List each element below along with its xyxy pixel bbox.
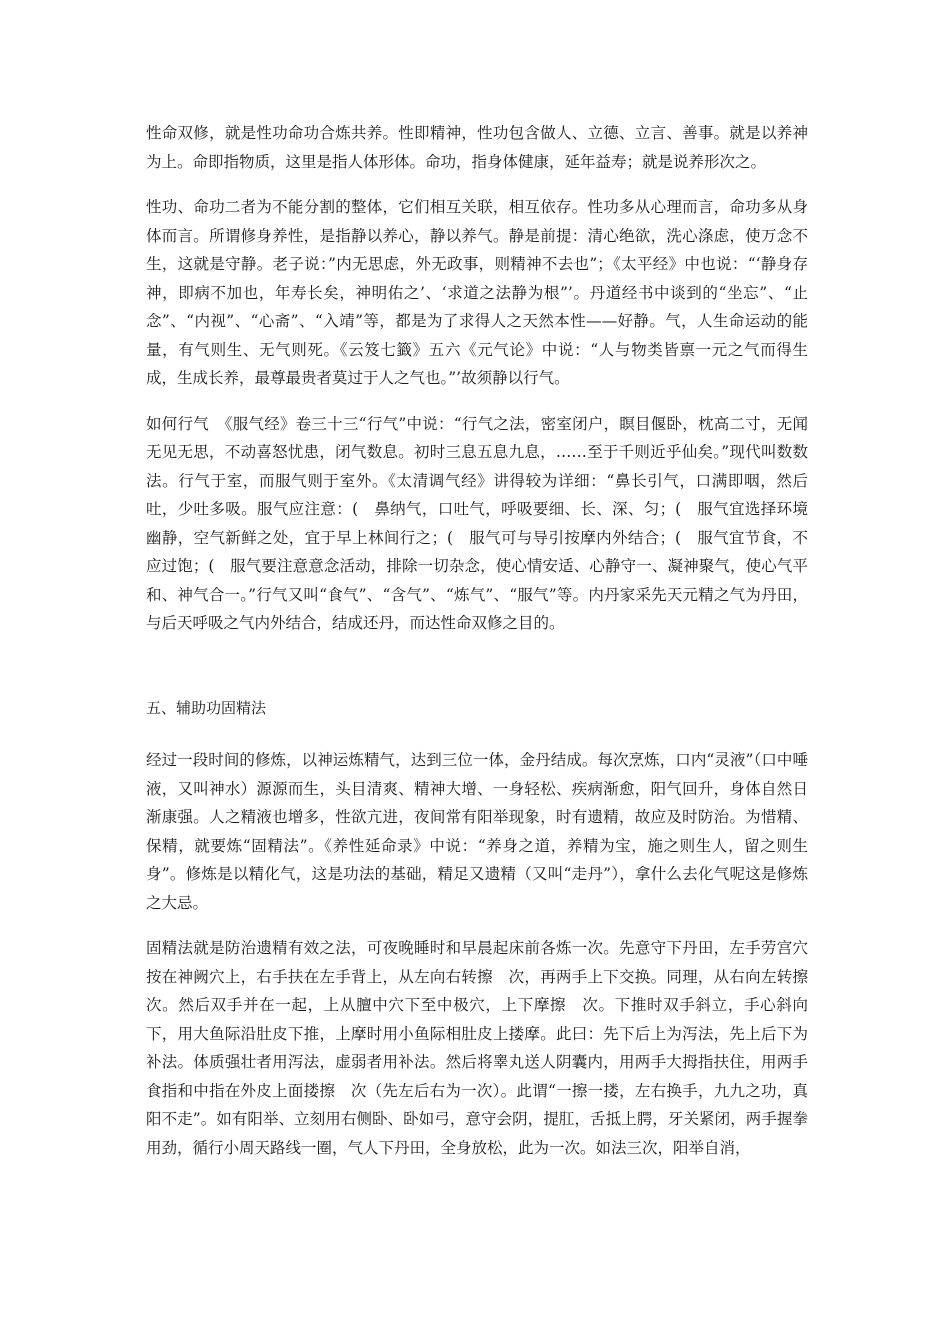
paragraph-xinggong-minggong: 性功、命功二者为不能分割的整体，它们相互关联，相互依存。性功多从心理而言，命功多从身体而言。所谓修身养性，是指静以养心，静以养气。静是前提：清心绝欲，洗心涤虑，使万念不生，这就是守静。老子说：”内无思虑，外无政事，则精神不去也”；《太平经》中也说：“‘静身存神，即病不加也，年寿长矣，神明佑之’、‘求道之法静为根”’。丹道经书中谈到的“坐忘”、“止念”、“内视”、“心斋”、“入靖”等，都是为了求得人之天然本性——好静。气，人生命运动的能量，有气则生、无气则死。《云笈七籤》五六《元气论》中说：“人与物类皆禀一元之气而得生成，生成长养，最尊最贵者莫过于人之气也。”’故须静以行气。 [146,198,808,387]
paragraph-xingqi: 如何行气 《服气经》卷三十三“行气”中说：“行气之法，密室闭户，瞑目偃卧，枕高二寸，无闻无见无思，不动喜怒忧患，闭气数息。初时三息五息九息，……至于千则近乎仙矣。”现代叫数数法。行气于室，而服气则于室外。《太清调气经》讲得较为详细：“鼻长引气，口满即咽，然后吐，少吐多吸。服气应注意：( 鼻纳气，口吐气，呼吸要细、长、深、匀；( 服气宜选择环境幽静，空气新鲜之处，宜于早上林间行之；( 服气可与导引按摩内外结合；( 服气宜节食，不应过饱；( 服气要注意意念活动，排除一切杂念，使心情安适、心静守一、凝神聚气，使心气平和、神气合一。”行气又叫“食气”、“含气”、“炼气”、“服气”等。内丹家采先天元精之气为丹田，与后天呼吸之气内外结合，结成还丹，而达性命双修之目的。 [146,414,808,632]
section-heading: 五、辅助功固精法 [146,698,267,717]
paragraph-gujingfa: 固精法就是防治遗精有效之法，可夜晚睡时和早晨起床前各炼一次。先意守下丹田，左手劳宫穴按在神阙穴上，右手扶在左手背上，从左向右转擦 次，再两手上下交换。同理，从右向左转擦 次。然后双手并在一起，上从膻中穴下至中极穴，上下摩擦 次。下推时双手斜立，手心斜向下，用大鱼际沿肚皮下推，上摩时用小鱼际相肚皮上搂摩。此曰：先下后上为泻法，先上后下为补法。体质强壮者用泻法，虚弱者用补法。然后将睾丸送人阴囊内，用两手大拇指扶住，用两手食指和中指在外皮上面搂擦 次（先左后右为一次）。此谓“一擦一搂，左右换手，九九之功，真阳不走”。如有阳举、立刻用右侧卧、卧如弓，意守会阴，提肛，舌抵上腭，牙关紧闭，两手握拳用劲，循行小周天路线一圈，气人下丹田，全身放松，此为一次。如法三次，阳举自消， [146,939,824,1157]
paragraph-xingming-shuangxiu: 性命双修，就是性功命功合炼共养。性即精神，性功包含做人、立德、立言、善事。就是以养神为上。命即指物质，这里是指人体形体。命功，指身体健康，延年益寿；就是说养形次之。 [146,124,808,171]
paragraph-xiulian-jingqi: 经过一段时间的修炼，以神运炼精气，达到三位一体，金丹结成。每次烹炼，口内“灵液”（口中唾液，又叫神水）源源而生，头目清爽、精神大增、一身轻松、疾病渐愈，阳气回升，身体自然日渐康强。人之精液也增多，性欲亢进，夜间常有阳举现象，时有遗精，故应及时防治。为惜精、保精，就要炼“固精法”。《养性延命录》中说：“养身之道，养精为宝，施之则生人，留之则生身”。修炼是以精化气，这是功法的基础，精足又遗精（又叫“走丹”），拿什么去化气呢这是修炼之大忌。 [146,751,808,912]
document-body [146,119,824,1162]
